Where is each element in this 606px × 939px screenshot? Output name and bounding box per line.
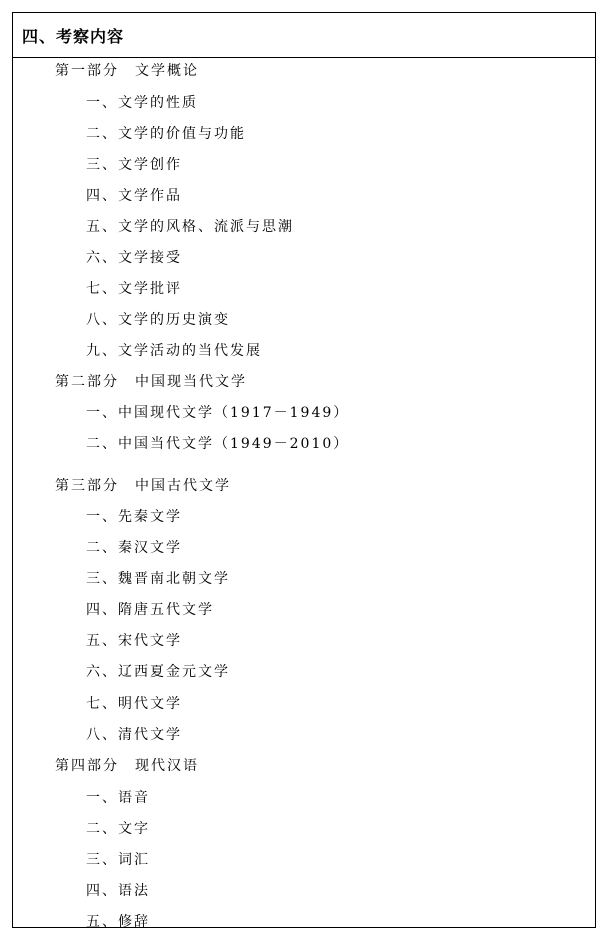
list-item: 五、文学的风格、流派与思潮 (86, 219, 294, 235)
list-item: 四、语法 (86, 883, 150, 899)
list-item: 三、词汇 (86, 852, 150, 868)
list-item: 八、清代文学 (86, 727, 182, 743)
list-item: 六、辽西夏金元文学 (86, 664, 230, 680)
list-item: 三、魏晋南北朝文学 (86, 571, 230, 587)
list-item: 四、文学作品 (86, 188, 182, 204)
table-content (13, 58, 595, 930)
list-item: 一、语音 (86, 790, 150, 806)
list-item: 八、文学的历史演变 (86, 312, 230, 328)
list-item: 三、文学创作 (86, 157, 182, 173)
list-item: 七、文学批评 (86, 281, 182, 297)
list-item: 一、先秦文学 (86, 509, 182, 525)
part-title: 第二部分 中国现当代文学 (55, 374, 247, 390)
list-item: 六、文学接受 (86, 250, 182, 266)
part-title: 第三部分 中国古代文学 (55, 478, 231, 494)
list-item: 五、修辞 (86, 914, 150, 930)
list-item: 二、文学的价值与功能 (86, 126, 246, 142)
list-item: 一、文学的性质 (86, 95, 198, 111)
list-item: 九、文学活动的当代发展 (86, 343, 262, 359)
list-item: 四、隋唐五代文学 (86, 602, 214, 618)
section-title: 四、考察内容 (22, 26, 125, 46)
list-item: 一、中国现代文学（1917－1949） (86, 405, 350, 421)
content-table (12, 12, 596, 928)
list-item: 二、秦汉文学 (86, 540, 182, 556)
part-title: 第一部分 文学概论 (55, 63, 199, 79)
list-item: 五、宋代文学 (86, 633, 182, 649)
list-item: 二、中国当代文学（1949－2010） (86, 436, 350, 452)
part-title: 第四部分 现代汉语 (55, 758, 199, 774)
list-item: 七、明代文学 (86, 696, 182, 712)
list-item: 二、文字 (86, 821, 150, 837)
table-header-row (13, 13, 595, 58)
